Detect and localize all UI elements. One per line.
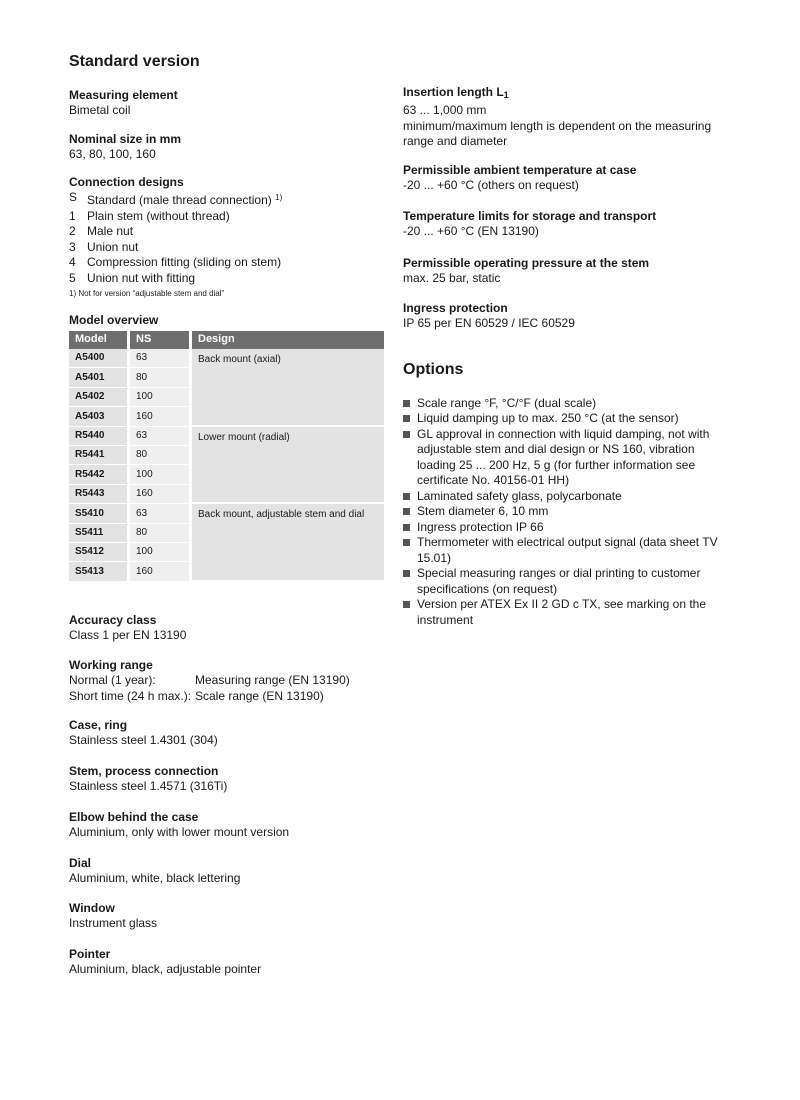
model-cell: A5403 <box>69 407 130 426</box>
connection-code: 1 <box>69 208 76 223</box>
connection-item <box>69 255 389 271</box>
section-heading: Dial <box>69 855 92 870</box>
options-heading: Options <box>403 360 464 378</box>
square-bullet-icon <box>403 493 410 500</box>
option-text: Ingress protection IP 66 <box>417 519 544 534</box>
model-cell: A5400 <box>69 349 130 368</box>
table-row <box>69 349 384 368</box>
ns-cell: 100 <box>130 543 192 562</box>
option-text: Laminated safety glass, polycarbonate <box>417 488 622 503</box>
section-value: Class 1 per EN 13190 <box>69 627 187 642</box>
nominal-size-section <box>69 131 389 163</box>
ns-cell: 80 <box>130 446 192 465</box>
option-text: Thermometer with electrical output signal (data sheet TV 15.01) <box>417 535 718 565</box>
square-bullet-icon <box>403 570 410 577</box>
ns-cell: 160 <box>130 562 192 581</box>
list-item <box>403 535 723 566</box>
section-value: 63 ... 1,000 mm <box>403 103 487 117</box>
ambient-temperature-section <box>403 162 723 194</box>
section-heading <box>403 84 723 103</box>
working-range-section <box>69 657 389 704</box>
table-row <box>69 427 384 446</box>
pointer-section <box>69 946 389 978</box>
list-item <box>403 427 723 489</box>
section-heading: Pointer <box>69 946 111 961</box>
list-item <box>403 504 723 520</box>
connection-designs-section <box>69 174 389 300</box>
list-item <box>403 489 723 505</box>
section-heading: Permissible operating pressure at the stem <box>403 255 650 270</box>
ns-cell: 63 <box>130 427 192 446</box>
square-bullet-icon <box>403 400 410 407</box>
section-heading: Temperature limits for storage and transport <box>403 209 657 223</box>
section-heading: Elbow behind the case <box>69 810 199 825</box>
connection-code: S <box>69 190 78 204</box>
section-value: IP 65 per EN 60529 / IEC 60529 <box>403 316 575 330</box>
option-text: Scale range °F, °C/°F (dual scale) <box>417 395 597 410</box>
model-cell: S5411 <box>69 524 130 543</box>
model-cell: R5442 <box>69 465 130 484</box>
connection-item <box>69 271 389 287</box>
section-value: -20 ... +60 °C (EN 13190) <box>403 224 539 238</box>
operating-pressure-section <box>403 255 723 287</box>
section-heading: Accuracy class <box>69 612 157 627</box>
section-value: Aluminium, white, black lettering <box>69 870 241 885</box>
square-bullet-icon <box>403 539 410 546</box>
ns-cell: 160 <box>130 485 192 504</box>
connection-code: 2 <box>69 224 76 238</box>
insertion-heading-text: Insertion length L <box>403 85 504 99</box>
options-list <box>403 396 723 629</box>
section-heading: Case, ring <box>69 718 128 733</box>
section-heading: Working range <box>69 658 153 673</box>
square-bullet-icon <box>403 508 410 515</box>
right-column <box>403 84 723 628</box>
connection-label: Union nut with fitting <box>87 270 196 285</box>
accuracy-class-section <box>69 612 389 644</box>
section-value: Instrument glass <box>69 916 158 931</box>
ns-cell: 160 <box>130 407 192 426</box>
list-item <box>403 566 723 597</box>
column-header-design: Design <box>192 331 384 349</box>
section-heading: Measuring element <box>69 88 178 102</box>
design-cell: Back mount, adjustable stem and dial <box>192 504 384 582</box>
ns-cell: 63 <box>130 349 192 368</box>
connection-item <box>69 209 389 225</box>
section-heading: Window <box>69 901 115 916</box>
ns-cell: 63 <box>130 504 192 523</box>
square-bullet-icon <box>403 601 410 608</box>
square-bullet-icon <box>403 524 410 531</box>
section-value: Stainless steel 1.4301 (304) <box>69 733 218 748</box>
section-value: Bimetal coil <box>69 103 131 117</box>
design-cell: Lower mount (radial) <box>192 427 384 505</box>
ns-cell: 80 <box>130 524 192 543</box>
footnote: 1) Not for version “adjustable stem and dial” <box>69 289 225 298</box>
table-row <box>69 504 384 523</box>
list-item <box>403 520 723 536</box>
section-heading: Ingress protection <box>403 301 508 315</box>
model-table <box>69 331 384 582</box>
working-range-key: Short time (24 h max.): <box>69 688 192 703</box>
section-heading: Permissible ambient temperature at case <box>403 162 637 177</box>
model-cell: A5402 <box>69 388 130 407</box>
connection-label-text: Standard (male thread connection) <box>87 193 272 207</box>
connection-code: 4 <box>69 255 76 269</box>
option-text: GL approval in connection with liquid damping, not with adjustable stem and dial design or NS 160, vibration loading 25 ... 200 Hz, 5 g (for further information see certificate No. 40156-01 HH) <box>417 426 710 487</box>
list-item <box>403 597 723 628</box>
model-cell: R5440 <box>69 427 130 446</box>
connection-item <box>69 190 389 209</box>
table-header-row <box>69 331 384 349</box>
list-item <box>403 411 723 427</box>
section-heading: Model overview <box>69 313 159 327</box>
section-value: max. 25 bar, static <box>403 270 501 285</box>
connection-label: Union nut <box>87 239 139 254</box>
connection-label: Plain stem (without thread) <box>87 208 230 223</box>
section-heading: Stem, process connection <box>69 763 219 778</box>
left-column <box>69 52 389 989</box>
section-heading: Connection designs <box>69 175 184 189</box>
list-item <box>403 396 723 412</box>
stem-section <box>69 763 389 795</box>
working-range-row <box>69 673 389 689</box>
working-range-row <box>69 689 389 705</box>
working-range-value: Measuring range (EN 13190) <box>195 673 350 688</box>
window-section <box>69 900 389 932</box>
connection-item <box>69 240 389 256</box>
ns-cell: 100 <box>130 388 192 407</box>
section-value: Aluminium, only with lower mount version <box>69 825 290 840</box>
working-range-value: Scale range (EN 13190) <box>195 688 324 703</box>
design-cell: Back mount (axial) <box>192 349 384 427</box>
section-value: -20 ... +60 °C (others on request) <box>403 177 579 192</box>
model-cell: A5401 <box>69 368 130 387</box>
connection-item <box>69 224 389 240</box>
ingress-protection-section <box>403 300 723 332</box>
connection-code: 3 <box>69 239 76 254</box>
column-header-ns: NS <box>130 331 192 349</box>
storage-temperature-section <box>403 208 723 240</box>
connection-label: Male nut <box>87 224 134 238</box>
section-value: Aluminium, black, adjustable pointer <box>69 961 262 976</box>
ns-cell: 80 <box>130 368 192 387</box>
measuring-element-section <box>69 87 389 119</box>
option-text: Liquid damping up to max. 250 °C (at the sensor) <box>417 411 679 425</box>
model-cell: R5443 <box>69 485 130 504</box>
option-text: Stem diameter 6, 10 mm <box>417 504 549 518</box>
model-overview-section <box>69 312 389 582</box>
case-ring-section <box>69 717 389 749</box>
model-cell: R5441 <box>69 446 130 465</box>
section-value: Stainless steel 1.4571 (316Ti) <box>69 778 228 793</box>
connection-label <box>87 190 282 209</box>
column-header-model: Model <box>69 331 130 349</box>
working-range-key: Normal (1 year): <box>69 673 156 688</box>
square-bullet-icon <box>403 431 410 438</box>
model-cell: S5410 <box>69 504 130 523</box>
model-cell: S5413 <box>69 562 130 581</box>
dial-section <box>69 855 389 887</box>
option-text: Version per ATEX Ex II 2 GD c TX, see marking on the instrument <box>417 597 707 627</box>
insertion-heading-subscript: 1 <box>503 90 509 100</box>
section-value: 63, 80, 100, 160 <box>69 146 156 161</box>
connection-code: 5 <box>69 270 76 285</box>
insertion-length-section <box>403 84 723 150</box>
option-text: Special measuring ranges or dial printing to customer specifications (on request) <box>417 566 701 596</box>
page-title: Standard version <box>69 53 200 70</box>
section-heading: Nominal size in mm <box>69 131 182 146</box>
connection-label: Compression fitting (sliding on stem) <box>87 255 282 269</box>
ns-cell: 100 <box>130 465 192 484</box>
model-cell: S5412 <box>69 543 130 562</box>
square-bullet-icon <box>403 415 410 422</box>
section-note: minimum/maximum length is dependent on the measuring range and diameter <box>403 118 712 148</box>
footnote-marker: 1) <box>275 193 283 202</box>
elbow-section <box>69 809 389 841</box>
